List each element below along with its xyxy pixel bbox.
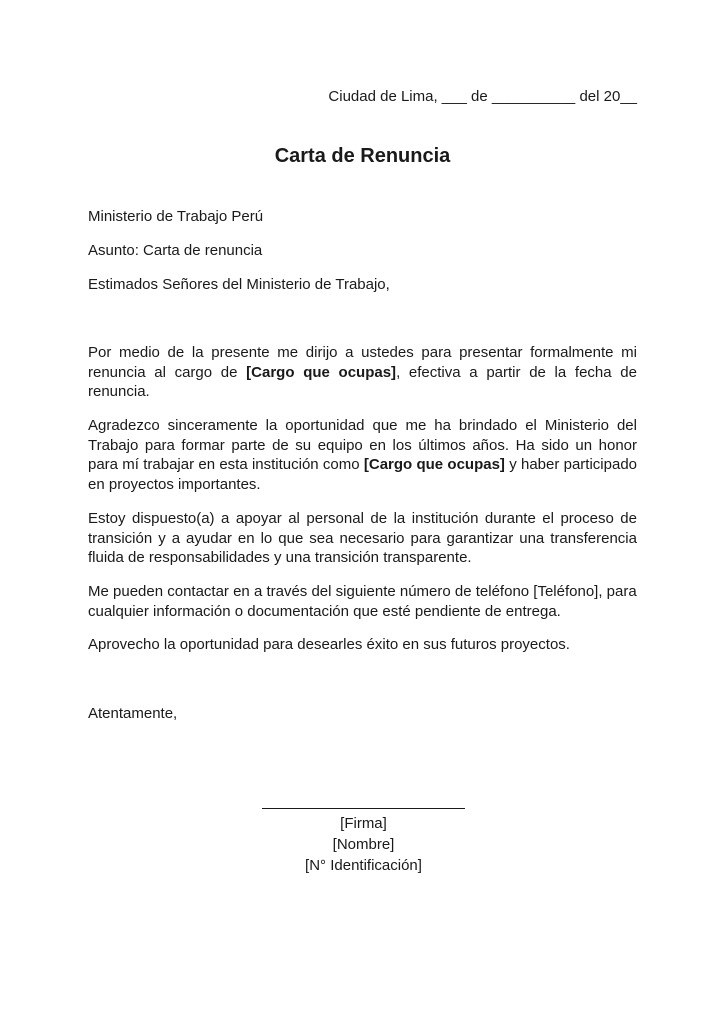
paragraph-5-text: Aprovecho la oportunidad para desearles éxito en sus futuros proyectos. bbox=[88, 636, 570, 653]
paragraph-2 bbox=[88, 416, 637, 494]
paragraph-1-text-start: Por medio de la presente me dirijo a ustedes para presentar formalmente mi renuncia al cargo de bbox=[88, 344, 637, 381]
date-line: Ciudad de Lima, ___ de __________ del 20__ bbox=[328, 88, 637, 105]
paragraph-1-text-end: , efectiva a partir de la fecha de renuncia. bbox=[88, 363, 637, 400]
paragraph-1 bbox=[88, 343, 637, 402]
job-title-placeholder: [Cargo que ocupas] bbox=[363, 456, 505, 473]
signature-firma: [Firma] bbox=[340, 815, 387, 832]
closing: Atentamente, bbox=[88, 705, 178, 722]
signature-line bbox=[262, 808, 465, 809]
paragraph-3-text: Estoy dispuesto(a) a apoyar al personal de la institución durante el proceso de transición y a ayudar en lo que sea necesario para garantizar una transferencia fluida de responsabilidades y una transición transparente. bbox=[88, 510, 637, 566]
signature-nombre: [Nombre] bbox=[332, 836, 395, 853]
paragraph-2-text-start: Agradezco sinceramente la oportunidad que me ha brindado el Ministerio del Trabajo para formar parte de su equipo en los últimos años. Ha sido un honor para mí trabajar en esta institución como bbox=[88, 417, 637, 473]
signature-identificacion: [N° Identificación] bbox=[305, 857, 422, 874]
subject-line: Asunto: Carta de renuncia bbox=[88, 242, 263, 259]
letter-title: Carta de Renuncia bbox=[274, 145, 451, 167]
recipient: Ministerio de Trabajo Perú bbox=[88, 208, 264, 225]
paragraph-2-text-end: y haber participado en proyectos importantes. bbox=[88, 456, 637, 493]
paragraph-4-text: Me pueden contactar en a través del siguiente número de teléfono [Teléfono], para cualquier información o documentación que esté pendiente de entrega. bbox=[88, 583, 637, 620]
signature-block bbox=[262, 808, 465, 876]
paragraph-5 bbox=[88, 635, 637, 655]
greeting: Estimados Señores del Ministerio de Trabajo, bbox=[88, 276, 390, 293]
paragraph-3 bbox=[88, 509, 637, 568]
job-title-placeholder: [Cargo que ocupas] bbox=[246, 363, 397, 381]
paragraph-4 bbox=[88, 582, 637, 621]
